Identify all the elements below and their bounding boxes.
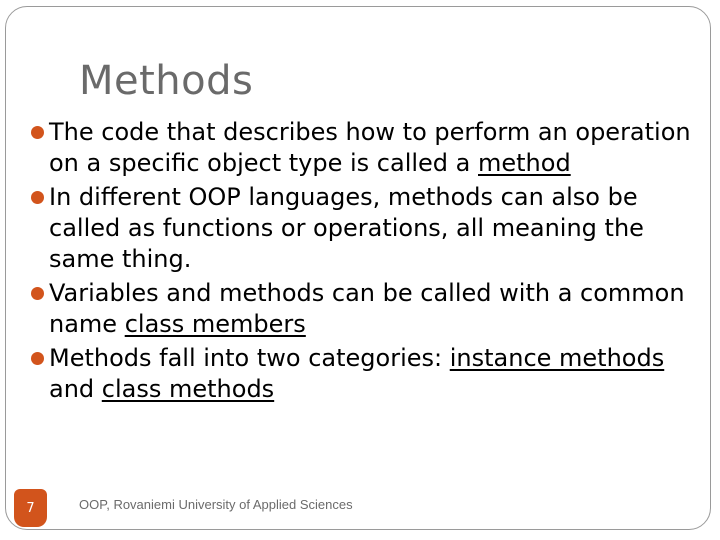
- slide-title: Methods: [79, 58, 254, 104]
- bullet-text: Variables and methods can be called with a common name: [49, 279, 685, 338]
- bullet-item: [31, 343, 701, 405]
- term-link[interactable]: method: [478, 149, 571, 177]
- slide-number-badge: 7: [14, 489, 47, 527]
- footer-text: OOP, Rovaniemi University of Applied Sciences: [79, 497, 353, 512]
- term-link[interactable]: class members: [124, 310, 306, 338]
- bullet-list: [31, 117, 701, 408]
- bullet-marker-icon: [31, 191, 44, 204]
- bullet-text: The code that describes how to perform an operation on a specific object type is called a: [49, 118, 691, 177]
- bullet-item: [31, 182, 701, 275]
- bullet-marker-icon: [31, 352, 44, 365]
- term-link[interactable]: instance methods: [449, 344, 665, 372]
- bullet-text: and: [49, 375, 102, 403]
- bullet-text: Methods fall into two categories:: [49, 344, 450, 372]
- bullet-item: [31, 278, 701, 340]
- term-link[interactable]: class methods: [101, 375, 275, 403]
- bullet-marker-icon: [31, 287, 44, 300]
- bullet-marker-icon: [31, 126, 44, 139]
- bullet-text: In different OOP languages, methods can also be called as functions or operations, all meaning the same thing.: [49, 183, 644, 273]
- bullet-item: [31, 117, 701, 179]
